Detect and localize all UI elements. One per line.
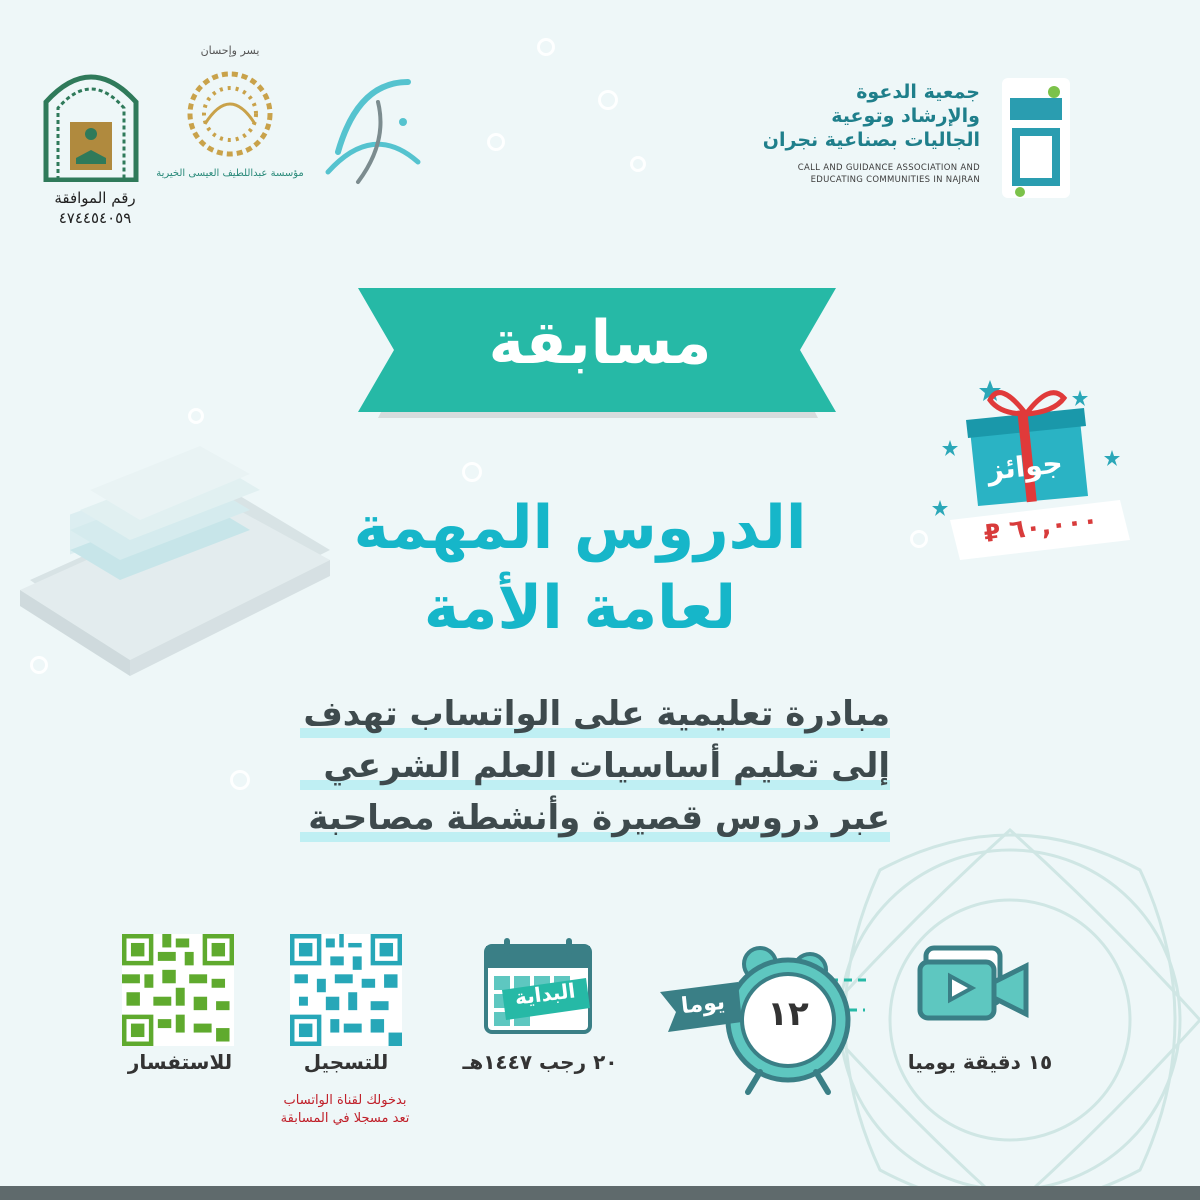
association-line: الجاليات بصناعية نجران (762, 129, 980, 151)
start-caption: ٢٠ رجب ١٤٤٧هـ (462, 1050, 618, 1074)
decor-bubble (910, 530, 928, 548)
foundation-logo (150, 40, 310, 190)
headline-line-2: لعامة الأمة (423, 573, 737, 643)
description-line: عبر دروس قصيرة وأنشطة مصاحبة (308, 798, 890, 838)
registration-qr-code[interactable] (290, 934, 402, 1046)
approval-label: رقم الموافقة (54, 189, 136, 207)
decor-bubble (487, 133, 505, 151)
association-en-line: CALL AND GUIDANCE ASSOCIATION AND (797, 163, 980, 173)
register-note-line: تعد مسجلا في المسابقة (280, 1111, 410, 1126)
register-note-line: بدخولك لقناة الواتساب (283, 1093, 407, 1108)
decor-bubble (630, 156, 646, 172)
description-line: إلى تعليم أساسيات العلم الشرعي (323, 746, 890, 786)
lessons-logo (318, 62, 428, 190)
phone-books-illustration (0, 440, 340, 710)
duration-unit: يوما (679, 989, 727, 1020)
prize-label: جوائز (985, 446, 1065, 487)
register-caption: للتسجيل (303, 1050, 389, 1074)
decor-bubble (462, 462, 482, 482)
approval-number: ٤٧٤٤٥٤٠٥٩ (58, 209, 132, 227)
decor-bubble (230, 770, 250, 790)
register-note (250, 1092, 440, 1128)
decor-bubble (537, 38, 555, 56)
headline-line-1: الدروس المهمة (353, 493, 807, 563)
association-en-line: EDUCATING COMMUNITIES IN NAJRAN (810, 175, 980, 185)
approval-info (30, 188, 160, 228)
decor-bubble (598, 90, 618, 110)
foundation-name: مؤسسة عبداللطيف العيسى الخيرية (156, 168, 304, 179)
decor-bubble (188, 408, 204, 424)
headline (300, 488, 860, 648)
start-badge: البداية (513, 978, 577, 1010)
daily-caption: ١٥ دقيقة يوميا (907, 1050, 1053, 1074)
inquiry-qr-code[interactable] (122, 934, 234, 1046)
association-line: جمعية الدعوة (856, 81, 980, 103)
inquiry-caption: للاستفسار (127, 1050, 233, 1074)
description (250, 688, 890, 844)
duration-number: ١٢ (767, 994, 809, 1034)
video-icon (916, 938, 1040, 1042)
prize-amount: ٦٠,٠٠٠ (1007, 505, 1100, 546)
banner-title: مسابقة (488, 308, 712, 378)
description-line: مبادرة تعليمية على الواتساب تهدف (303, 694, 890, 734)
riyal-icon: ₽ (982, 518, 1003, 548)
prize-badge (930, 370, 1140, 590)
ministry-emblem (36, 62, 146, 182)
association-name-en (760, 162, 980, 186)
association-line: والإرشاد وتوعية (831, 105, 980, 127)
bottom-bar (0, 1186, 1200, 1200)
foundation-tagline: يسر وإحسان (200, 44, 260, 57)
iqraa-logo (996, 72, 1076, 204)
association-name-ar (760, 80, 980, 152)
